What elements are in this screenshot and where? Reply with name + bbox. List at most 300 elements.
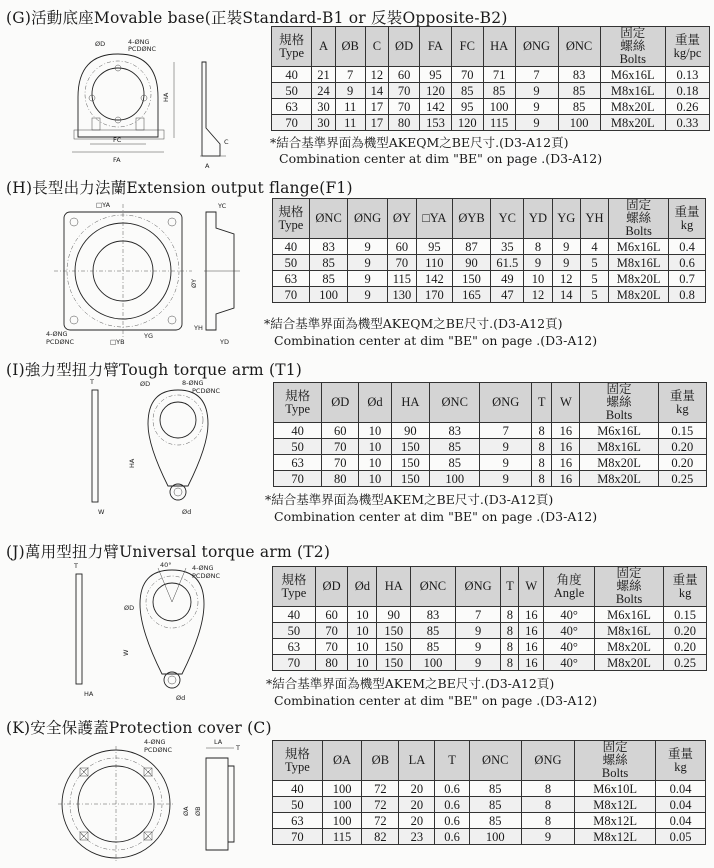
cell: M8x20L	[580, 471, 658, 487]
cell: 100	[322, 781, 361, 797]
label-yh: YH	[194, 324, 203, 332]
cell: 16	[552, 439, 580, 455]
cell: 115	[322, 829, 361, 845]
cell: 0.04	[656, 797, 706, 813]
cell: 85	[483, 83, 515, 99]
label-ya: □YA	[96, 201, 111, 209]
col-header: YD	[524, 199, 552, 239]
label-fc: FC	[113, 136, 122, 144]
cell: 150	[377, 623, 411, 639]
cell: 9	[521, 829, 574, 845]
cell: 0.20	[664, 623, 707, 639]
table-row	[272, 83, 710, 99]
cell: 16	[519, 655, 544, 671]
col-header: Ød	[348, 567, 377, 607]
cell: 50	[273, 797, 323, 813]
cell: 100	[411, 655, 456, 671]
section-title: (K)安全保護蓋Protection cover (C)	[6, 719, 272, 737]
cell: 9	[480, 439, 532, 455]
cell: 85	[309, 255, 348, 271]
table-row	[273, 607, 707, 623]
cell: 0.20	[658, 439, 706, 455]
col-header: 規格 Type	[273, 741, 323, 781]
cell: M8x16L	[609, 255, 669, 271]
cell: 23	[399, 829, 435, 845]
cell: 10	[359, 423, 392, 439]
label-yc: YC	[218, 202, 227, 210]
cell: 142	[416, 271, 452, 287]
cell: 10	[348, 607, 377, 623]
col-header: C	[365, 27, 388, 67]
col-header: HA	[391, 383, 429, 423]
col-header: ØNG	[521, 741, 574, 781]
cell: 153	[420, 115, 452, 131]
movable-base-table	[271, 26, 710, 131]
note-cn: *結合基準界面為機型AKEM之BE尺寸.(D3-A12頁)	[265, 492, 554, 507]
cell: 60	[387, 239, 416, 255]
section-title: (J)萬用型扭力臂Universal torque arm (T2)	[6, 543, 331, 561]
cell: 9	[455, 639, 501, 655]
cell: 87	[452, 239, 491, 255]
label-od: ØD	[95, 40, 106, 48]
cell: 9	[348, 271, 387, 287]
cell: 7	[455, 607, 501, 623]
protection-cover-drawing	[56, 736, 261, 864]
cell: 8	[532, 439, 552, 455]
cell: 8	[521, 797, 574, 813]
cell: M6x16L	[609, 239, 669, 255]
label-yb: □YB	[110, 338, 125, 346]
universal-torque-arm-table	[272, 566, 707, 671]
cell: 85	[411, 623, 456, 639]
cell: 50	[273, 623, 316, 639]
cell: 9	[348, 239, 387, 255]
cell: 14	[552, 287, 580, 303]
cell: 61.5	[491, 255, 524, 271]
col-header: YH	[580, 199, 608, 239]
cell: M8x20L	[594, 655, 663, 671]
label-la: LA	[214, 738, 223, 746]
cell: M8x20L	[600, 115, 665, 131]
label-4-ong: 4-ØNG	[144, 738, 166, 746]
cell: 63	[273, 639, 316, 655]
cell: 0.25	[658, 471, 706, 487]
movable-base-drawing	[50, 32, 260, 172]
cell: 11	[335, 115, 365, 131]
col-header: HA	[483, 27, 515, 67]
cell: 150	[391, 471, 429, 487]
section-title: (G)活動底座Movable base(正裝Standard-B1 or 反裝Opposite-B2)	[6, 9, 508, 27]
cell: M8x20L	[580, 455, 658, 471]
col-header: ØY	[387, 199, 416, 239]
cell: 70	[315, 623, 348, 639]
cell: 85	[469, 813, 521, 829]
cell: 63	[272, 99, 312, 115]
cell: 9	[515, 115, 558, 131]
cell: 8	[532, 423, 552, 439]
cell: M6x16L	[594, 607, 663, 623]
cell: 70	[322, 439, 359, 455]
cell: 50	[274, 439, 322, 455]
col-header: 重量 kg	[664, 567, 707, 607]
cell: 0.6	[435, 813, 469, 829]
cell: 83	[411, 607, 456, 623]
label-od: ØD	[140, 380, 151, 388]
label-oa: ØA	[182, 806, 190, 816]
cell: 60	[315, 607, 348, 623]
cell: 83	[430, 423, 480, 439]
cell: 150	[452, 271, 491, 287]
cell: 12	[552, 271, 580, 287]
col-header: □YA	[416, 199, 452, 239]
label-pcd-onc: PCDØNC	[128, 45, 156, 53]
cell: 85	[558, 83, 600, 99]
table-row	[274, 471, 707, 487]
cell: 10	[348, 655, 377, 671]
label-oy: ØY	[190, 278, 198, 288]
cell: 130	[387, 287, 416, 303]
cell: 115	[483, 115, 515, 131]
cell: 8	[521, 781, 574, 797]
cell: 0.7	[669, 271, 706, 287]
note-cn: *結合基準界面為機型AKEQM之BE尺寸.(D3-A12頁)	[270, 135, 569, 150]
tough-torque-arm-drawing	[70, 376, 255, 526]
cell: 30	[312, 115, 335, 131]
cell: M8x20L	[609, 287, 669, 303]
table-row	[273, 239, 706, 255]
table-row	[274, 455, 707, 471]
cell: 80	[389, 115, 420, 131]
cell: 0.4	[669, 239, 706, 255]
col-header: YG	[552, 199, 580, 239]
cell: 9	[480, 455, 532, 471]
cell: M8x20L	[609, 271, 669, 287]
label-pcd-onc: PCDØNC	[192, 572, 220, 580]
col-header: 重量 kg	[656, 741, 706, 781]
col-header: 重量 kg	[669, 199, 706, 239]
cell: 0.20	[658, 455, 706, 471]
cell: 90	[391, 423, 429, 439]
cell: 50	[273, 255, 310, 271]
cell: 0.13	[665, 67, 709, 83]
cell: 95	[451, 99, 483, 115]
cell: 0.18	[665, 83, 709, 99]
cell: 16	[519, 623, 544, 639]
col-header: 固定 螺絲 Bolts	[600, 27, 665, 67]
cell: 115	[387, 271, 416, 287]
cell: 9	[348, 255, 387, 271]
cell: 0.04	[656, 781, 706, 797]
protection-cover-table	[272, 740, 706, 845]
cell: 165	[452, 287, 491, 303]
label-yg: YG	[144, 332, 154, 340]
label-c: C	[224, 138, 229, 146]
col-header: Ød	[359, 383, 392, 423]
cell: M8x12L	[575, 813, 656, 829]
col-header: ØD	[322, 383, 359, 423]
cell: 63	[273, 813, 323, 829]
section-universal-torque-arm	[0, 540, 714, 712]
cell: 90	[377, 607, 411, 623]
cell: 71	[483, 67, 515, 83]
label-pcd-onc: PCDØNC	[192, 387, 220, 395]
cell: 9	[515, 99, 558, 115]
cell: 100	[483, 99, 515, 115]
cell: 5	[580, 287, 608, 303]
table-row	[272, 115, 710, 131]
cell: 0.26	[665, 99, 709, 115]
cell: 0.20	[664, 639, 707, 655]
cell: 14	[365, 83, 388, 99]
universal-torque-arm-drawing	[62, 560, 262, 710]
cell: 70	[274, 471, 322, 487]
cell: 40	[273, 781, 323, 797]
cell: 8	[501, 607, 519, 623]
cell: 100	[558, 115, 600, 131]
cell: 7	[480, 423, 532, 439]
cell: 70	[273, 655, 316, 671]
section-tough-torque-arm	[0, 358, 714, 530]
label-od-small: Ød	[176, 694, 186, 702]
cell: 0.6	[669, 255, 706, 271]
col-header: YC	[491, 199, 524, 239]
cell: 85	[558, 99, 600, 115]
col-header: 重量 kg/pc	[665, 27, 709, 67]
cell: 7	[335, 67, 365, 83]
cell: 95	[416, 239, 452, 255]
cell: 8	[521, 813, 574, 829]
col-header: A	[312, 27, 335, 67]
cell: 4	[580, 239, 608, 255]
table-row	[274, 439, 707, 455]
col-header: 重量 kg	[658, 383, 706, 423]
table-row	[273, 829, 706, 845]
cell: 40°	[544, 607, 595, 623]
cell: 8	[524, 239, 552, 255]
col-header: W	[552, 383, 580, 423]
label-4-ong: 4-ØNG	[128, 38, 150, 46]
label-fa: FA	[113, 156, 121, 164]
table-row	[273, 255, 706, 271]
cell: 9	[480, 471, 532, 487]
label-angle: 40°	[160, 561, 172, 569]
cell: 10	[359, 439, 392, 455]
cell: 9	[455, 623, 501, 639]
label-ha: HA	[162, 92, 170, 102]
cell: M8x16L	[594, 623, 663, 639]
col-header: 規格 Type	[274, 383, 322, 423]
cell: 72	[362, 813, 399, 829]
cell: 10	[348, 639, 377, 655]
cell: 80	[315, 655, 348, 671]
section-protection-cover	[0, 716, 714, 866]
cell: 10	[359, 471, 392, 487]
col-header: ØB	[335, 27, 365, 67]
tough-torque-arm-table	[273, 382, 707, 487]
cell: 70	[387, 255, 416, 271]
col-header: ØNC	[430, 383, 480, 423]
table-row	[273, 781, 706, 797]
table-row	[273, 813, 706, 829]
cell: 16	[552, 455, 580, 471]
col-header: 角度 Angle	[544, 567, 595, 607]
cell: M8x20L	[594, 639, 663, 655]
label-pcd-onc: PCDØNC	[144, 746, 172, 754]
cell: 17	[365, 115, 388, 131]
cell: 100	[469, 829, 521, 845]
cell: M8x16L	[600, 83, 665, 99]
cell: 20	[399, 797, 435, 813]
cell: 80	[322, 471, 359, 487]
label-yd: YD	[220, 338, 229, 346]
col-header: 規格 Type	[273, 567, 316, 607]
cell: 72	[362, 797, 399, 813]
col-header: T	[532, 383, 552, 423]
col-header: ØD	[389, 27, 420, 67]
cell: 20	[399, 781, 435, 797]
col-header: FC	[451, 27, 483, 67]
cell: 9	[552, 239, 580, 255]
table-row	[273, 639, 707, 655]
col-header: ØNG	[348, 199, 387, 239]
cell: 5	[580, 271, 608, 287]
cell: 30	[312, 99, 335, 115]
table-row	[274, 423, 707, 439]
col-header: ØNG	[515, 27, 558, 67]
cell: 10	[348, 623, 377, 639]
cell: 85	[430, 455, 480, 471]
table-row	[272, 99, 710, 115]
cell: 100	[430, 471, 480, 487]
label-ha: HA	[128, 458, 136, 468]
cell: 110	[416, 255, 452, 271]
label-ha: W	[122, 649, 130, 656]
cell: 8	[532, 455, 552, 471]
col-header: ØNC	[469, 741, 521, 781]
cell: 100	[322, 797, 361, 813]
label-t: T	[236, 744, 240, 752]
section-extension-flange	[0, 176, 714, 356]
col-header: 固定 螺絲 Bolts	[575, 741, 656, 781]
cell: 72	[362, 781, 399, 797]
cell: 85	[469, 797, 521, 813]
extension-flange-table	[272, 198, 706, 303]
cell: 100	[322, 813, 361, 829]
cell: M6x10L	[575, 781, 656, 797]
cell: 0.15	[664, 607, 707, 623]
cell: 5	[580, 255, 608, 271]
col-header: T	[435, 741, 469, 781]
col-header: ØNG	[480, 383, 532, 423]
cell: 16	[519, 639, 544, 655]
col-header: ØA	[322, 741, 361, 781]
cell: 85	[411, 639, 456, 655]
note-en: Combination center at dim "BE" on page .(D3-A12)	[274, 693, 598, 708]
cell: 40	[272, 67, 312, 83]
cell: 40	[273, 239, 310, 255]
cell: 16	[552, 423, 580, 439]
cell: 8	[501, 639, 519, 655]
cell: 0.05	[656, 829, 706, 845]
cell: 70	[451, 67, 483, 83]
cell: 85	[469, 781, 521, 797]
cell: 0.6	[435, 797, 469, 813]
cell: 40	[274, 423, 322, 439]
cell: M8x20L	[600, 99, 665, 115]
cell: 8	[501, 623, 519, 639]
cell: 9	[524, 255, 552, 271]
cell: 40°	[544, 655, 595, 671]
note-en: Combination center at dim "BE" on page .(D3-A12)	[279, 151, 603, 166]
extension-flange-drawing	[44, 198, 259, 350]
cell: 82	[362, 829, 399, 845]
label-ob: ØB	[194, 806, 202, 816]
cell: 150	[377, 655, 411, 671]
note-en: Combination center at dim "BE" on page .(D3-A12)	[274, 333, 598, 348]
cell: 47	[491, 287, 524, 303]
cell: 9	[335, 83, 365, 99]
cell: 17	[365, 99, 388, 115]
cell: 7	[515, 67, 558, 83]
col-header: 固定 螺絲 Bolts	[609, 199, 669, 239]
label-4-ong: 4-ØNG	[192, 564, 214, 572]
cell: 90	[452, 255, 491, 271]
cell: 12	[365, 67, 388, 83]
cell: 10	[524, 271, 552, 287]
cell: M8x16L	[580, 439, 658, 455]
cell: 9	[515, 83, 558, 99]
cell: 9	[552, 255, 580, 271]
cell: 85	[451, 83, 483, 99]
cell: 85	[430, 439, 480, 455]
note-cn: *結合基準界面為機型AKEM之BE尺寸.(D3-A12頁)	[266, 676, 555, 691]
table-row	[273, 287, 706, 303]
cell: 70	[322, 455, 359, 471]
col-header: HA	[377, 567, 411, 607]
cell: 70	[315, 639, 348, 655]
label-w: W	[98, 508, 105, 516]
cell: M8x12L	[575, 829, 656, 845]
cell: 9	[455, 655, 501, 671]
cell: 150	[391, 455, 429, 471]
cell: 150	[391, 439, 429, 455]
cell: 21	[312, 67, 335, 83]
cell: 9	[348, 287, 387, 303]
cell: 70	[273, 829, 323, 845]
cell: 49	[491, 271, 524, 287]
cell: 40	[273, 607, 316, 623]
cell: 24	[312, 83, 335, 99]
label-t: T	[74, 562, 78, 570]
cell: 0.8	[669, 287, 706, 303]
cell: 70	[389, 99, 420, 115]
cell: 0.15	[658, 423, 706, 439]
cell: 70	[389, 83, 420, 99]
label-pcd-onc: PCDØNC	[46, 338, 74, 346]
cell: 0.6	[435, 829, 469, 845]
cell: 8	[532, 471, 552, 487]
label-od-small: Ød	[182, 508, 192, 516]
cell: 60	[389, 67, 420, 83]
cell: 50	[272, 83, 312, 99]
col-header: FA	[420, 27, 452, 67]
cell: M6x16L	[580, 423, 658, 439]
cell: 0.6	[435, 781, 469, 797]
cell: 120	[420, 83, 452, 99]
col-header: T	[501, 567, 519, 607]
cell: 63	[273, 271, 310, 287]
table-row	[273, 623, 707, 639]
